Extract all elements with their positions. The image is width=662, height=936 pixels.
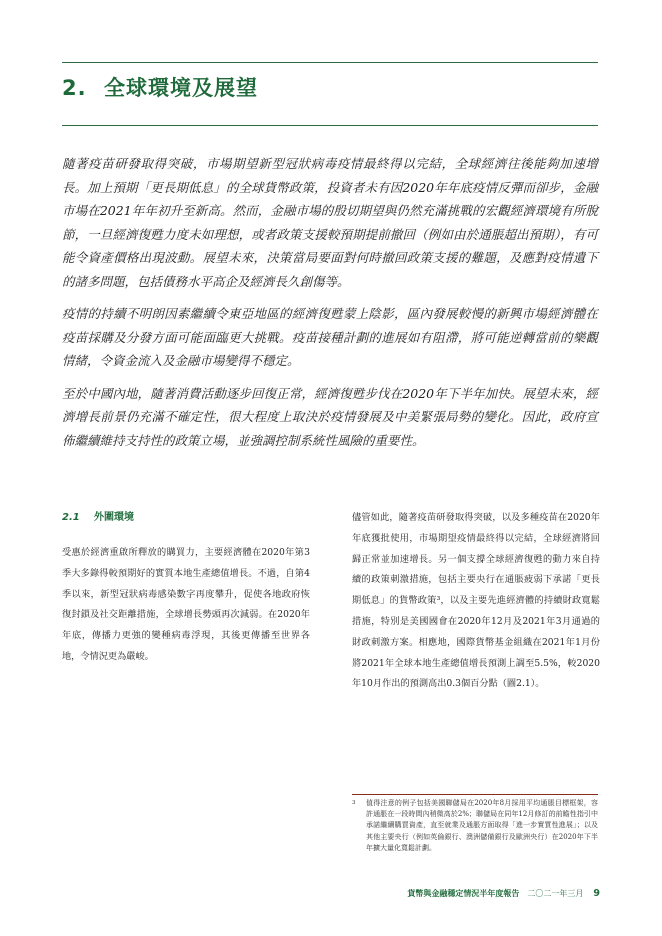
subsection-title: 外圍環境 [94,512,134,523]
intro-paragraph-3: 至於中國內地，隨著消費活動逐步回復正常，經濟復甦步伐在2020年下半年加快。展望未來，經濟增長前景仍充滿不確定性，很大程度上取決於疫情發展及中美緊張局勢的變化。因此，政府宣佈繼續維持支持性的政策立場，並強調控制系統性風險的重要性。 [62,385,598,448]
right-column [352,508,600,695]
footer-report-title: 貨幣與金融穩定情況半年度報告 [407,889,520,898]
title-bottom-rule [62,125,598,126]
subsection-heading [62,508,310,523]
right-column-paragraph: 儘管如此，隨著疫苗研發取得突破，以及多種疫苗在2020年年底獲批使用，市場期望疫情最終得以完結，全球經濟將回歸正常並加速增長。另一個支撐全球經濟復甦的動力來自持續的政策刺激措施，包括主要央行在通脹疲弱下承諾「更長期低息」的貨幣政策³，以及主要先進經濟體的持續財政寬鬆措施，特別是美國國會在2020年12月及2021年3月通過的財政刺激方案。相應地，國際貨幣基金組織在2021年1月份將2021年全球本地生產總值增長預測上調至5.5%，較2020年10月作出的預測高出0.3個百分點（圖2.1）。 [352,512,600,690]
intro-paragraph-1: 隨著疫苗研發取得突破，市場期望新型冠狀病毒疫情最終得以完結，全球經濟往後能夠加速增長。加上預期「更長期低息」的全球貨幣政策，投資者未有因2020年年底疫情反彈而卻步，金融市場在2021年年初升至新高。然而，金融市場的殷切期望與仍然充滿挑戰的宏觀經濟環境有所脫節，一旦經濟復甦力度未如理想，或者政策支援較預期提前撤回（例如由於通脹超出預期），有可能令資產價格出現波動。展望未來，決策當局要面對何時撤回政策支援的難題，及應對疫情遺下的諸多問題，包括債務水平高企及經濟長久創傷等。 [62,156,598,289]
intro-block [62,152,598,461]
section-title-text: 全球環境及展望 [104,76,258,100]
left-column-paragraph: 受惠於經濟重啟所釋放的購買力，主要經濟體在2020年第3季大多錄得較預期好的實質本地生產總值增長。不過，自第4季以來，新型冠狀病毒感染數字再度攀升，促使各地政府恢復封鎖及社交距離措施，全球增長勢頭再次減弱。在2020年年底，傳播力更強的變種病毒浮現，其後更傳播至世界各地，令情況更為嚴峻。 [62,547,310,662]
left-column [62,508,310,668]
page-footer [407,888,600,899]
subsection-number: 2.1 [62,512,80,523]
footnote-text: 值得注意的例子包括美國聯儲局在2020年8月採用平均通脹目標框架，容許通脹在一段時間內稍微高於2%；聯儲局在同年12月修訂的前瞻性指引中承諾繼續購買資產，直至就業及通脹方面取得「進一步實質性進展」；以及其他主要央行（例如英倫銀行、澳洲儲備銀行及歐洲央行）在2020年下半年擴大量化寬鬆計劃。 [366,799,598,852]
footnote-mark: 3 [352,800,356,806]
top-rule [62,62,598,63]
intro-paragraph-2: 疫情的持續不明朗因素繼續令東亞地區的經濟復甦蒙上陰影，區內發展較慢的新興市場經濟體在疫苗採購及分發方面可能面臨更大挑戰。疫苗接種計劃的進展如有阻滯，將可能逆轉當前的樂觀情緒，令資金流入及金融市場變得不穩定。 [62,306,598,368]
section-title [62,72,258,102]
footer-date: 二〇二一年三月 [527,889,584,898]
footnote-rule [352,794,598,795]
section-number: 2. [62,76,87,100]
page-number: 9 [593,888,600,899]
footnote [352,798,598,854]
